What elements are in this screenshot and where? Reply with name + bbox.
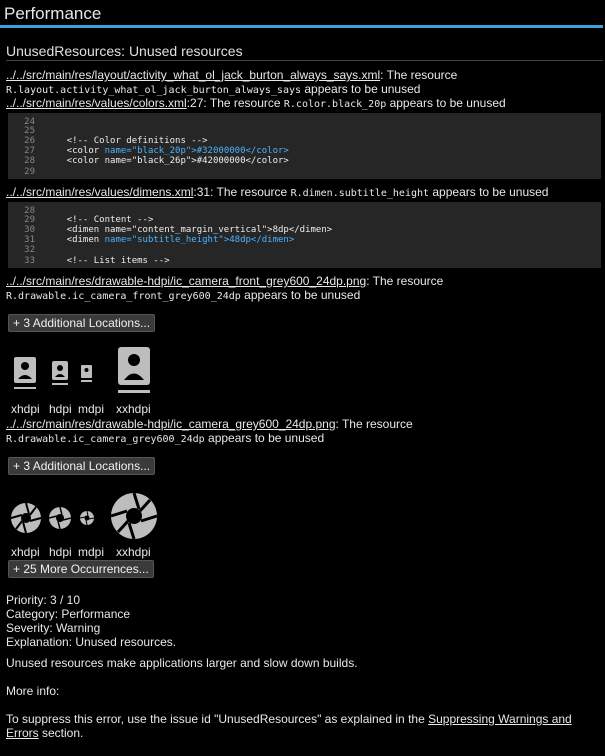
suppress-prefix: To suppress this error, use the issue id "UnusedResources" as explained in the [6,712,429,726]
density-label-xhdpi: xhdpi [11,402,40,416]
code-snippet-dimens [8,202,601,268]
entry-3-tail: appears to be unused [429,185,549,199]
entry-4-res-line [6,288,360,302]
additional-locations-button-2[interactable]: + 3 Additional Locations... [8,457,155,475]
code-line: 24 [24,117,35,127]
density-label-xxhdpi: xxhdpi [116,402,151,416]
entry-1-res-line [6,82,420,96]
code-line: 33 <!-- List items --> [24,256,170,266]
code-line: 28 [24,206,35,216]
entry-4-res: R.drawable.ic_camera_front_grey600_24dp [6,291,241,302]
camera-aperture-icon [11,493,157,539]
entry-5-res: R.drawable.ic_camera_grey600_24dp [6,434,205,445]
camera-front-icon [14,347,150,393]
entry-5-path-link[interactable]: ../../src/main/res/drawable-hdpi/ic_camera_grey600_24dp.png [6,417,336,431]
explanation-text: Explanation: Unused resources. [6,635,177,649]
camera-front-icon-previews [10,345,160,397]
code-line: 29 [24,167,35,177]
entry-5-tail: appears to be unused [204,431,325,445]
entry-5-res-line [6,431,324,445]
entry-1 [6,68,457,82]
suppressing-warnings-link[interactable]: Suppressing Warnings and [428,712,572,726]
entry-3-suffix: : The resource [210,185,291,199]
additional-locations-button-1[interactable]: + 3 Additional Locations... [8,314,155,332]
suppress-text-line-1 [6,712,572,726]
code-line: 28 <color name="black_26p">#42000000</color> [24,156,289,166]
severity-text: Severity: Warning [6,621,101,635]
issue-divider [6,60,603,61]
entry-2-tail: appears to be unused [386,96,506,110]
section-divider [0,25,603,28]
entry-1-path-link[interactable]: ../../src/main/res/layout/activity_what_ol_jack_burton_always_says.xml [6,68,381,82]
code-line: 25 [24,126,35,136]
entry-3-path-link[interactable]: ../../src/main/res/values/dimens.xml [6,185,194,199]
density-label-mdpi: mdpi [78,545,105,559]
code-line: 32 [24,245,35,255]
entry-2-res: R.color.black_20p [283,99,387,110]
entry-1-suffix: : The resource [380,68,458,82]
code-line-highlight: 31 <dimen name="subtitle_height">48dp</dimen> [24,235,295,245]
entry-5-suffix: : The resource [335,417,413,431]
code-line-highlight: 27 <color name="black_20p">#32000000</color> [24,146,289,156]
density-label-hdpi: hdpi [49,545,72,559]
code-line: 30 <dimen name="content_margin_vertical">8dp</dimen> [24,225,333,235]
priority-text: Priority: 3 / 10 [6,593,81,607]
issue-title: UnusedResources: Unused resources [6,43,243,59]
code-snippet-colors [8,113,601,179]
entry-4-tail: appears to be unused [240,288,361,302]
code-line: 29 <!-- Content --> [24,215,154,225]
entry-3-res: R.dimen.subtitle_height [290,188,430,199]
suppress-suffix: section. [38,726,84,740]
entry-2-line: :27 [186,96,204,110]
density-label-hdpi: hdpi [49,402,72,416]
more-info-label: More info: [6,684,60,698]
code-line: 26 <!-- Color definitions --> [24,136,208,146]
category-text: Category: Performance [6,607,131,621]
entry-3 [6,185,548,199]
entry-5 [6,417,413,431]
description-text: Unused resources make applications larger and slow down builds. [6,656,358,670]
entry-4-suffix: : The resource [366,274,444,288]
entry-1-res: R.layout.activity_what_ol_jack_burton_always_says [6,85,302,96]
section-title: Performance [4,4,102,23]
entry-3-line: :31 [193,185,211,199]
suppress-text-line-2 [6,726,83,740]
more-occurrences-button[interactable]: + 25 More Occurrences... [8,560,154,578]
camera-icon-previews [10,490,160,542]
entry-2-path-link[interactable]: ../../src/main/res/values/colors.xml [6,96,187,110]
density-label-mdpi: mdpi [78,402,105,416]
entry-4-path-link[interactable]: ../../src/main/res/drawable-hdpi/ic_camera_front_grey600_24dp.png [6,274,367,288]
entry-2 [6,96,506,110]
density-label-xhdpi: xhdpi [11,545,40,559]
entry-4 [6,274,443,288]
density-label-xxhdpi: xxhdpi [116,545,151,559]
entry-2-suffix: : The resource [203,96,284,110]
entry-1-tail: appears to be unused [301,82,421,96]
suppressing-errors-link[interactable]: Errors [6,726,39,740]
